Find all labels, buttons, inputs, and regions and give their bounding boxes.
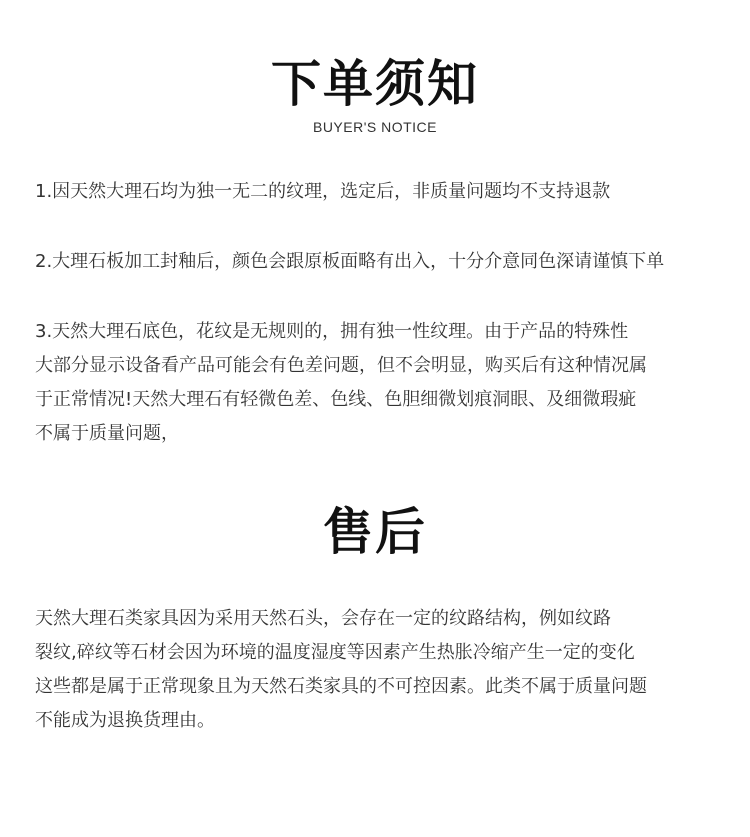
notice-item-3-line-1: 3.天然大理石底色，花纹是无规则的，拥有独一性纹理。由于产品的特殊性 [35, 321, 629, 342]
notice-item-2 [35, 245, 745, 279]
notice-title: 下单须知 [271, 55, 479, 113]
notice-item-3-line-3: 于正常情况!天然大理石有轻微色差、色线、色胆细微划痕洞眼、及细微瑕疵 [35, 389, 637, 410]
notice-subtitle: BUYER'S NOTICE [312, 119, 438, 135]
notice-item-1-line-1: 1.因天然大理石均为独一无二的纹理，选定后，非质量问题均不支持退款 [35, 181, 611, 202]
notice-item-2-line-1: 2.大理石板加工封釉后，颜色会跟原板面略有出入，十分介意同色深请谨慎下单 [35, 251, 665, 272]
notice-item-3 [35, 315, 745, 451]
notice-item-3-line-2: 大部分显示设备看产品可能会有色差问题，但不会明显，购买后有这种情况属 [35, 355, 647, 376]
after-sales-line-3: 这些都是属于正常现象且为天然石类家具的不可控因素。此类不属于质量问题 [35, 676, 647, 697]
after-sales-line-2: 裂纹,碎纹等石材会因为环境的温度湿度等因素产生热胀冷缩产生一定的变化 [35, 642, 635, 663]
notice-item-3-line-4: 不属于质量问题， [35, 423, 179, 444]
after-sales-line-4: 不能成为退换货理由。 [35, 710, 215, 731]
after-sales-title: 售后 [323, 503, 427, 561]
after-sales-paragraph [35, 602, 745, 738]
notice-item-1 [35, 175, 745, 209]
after-sales-line-1: 天然大理石类家具因为采用天然石头，会存在一定的纹路结构，例如纹路 [35, 608, 611, 629]
